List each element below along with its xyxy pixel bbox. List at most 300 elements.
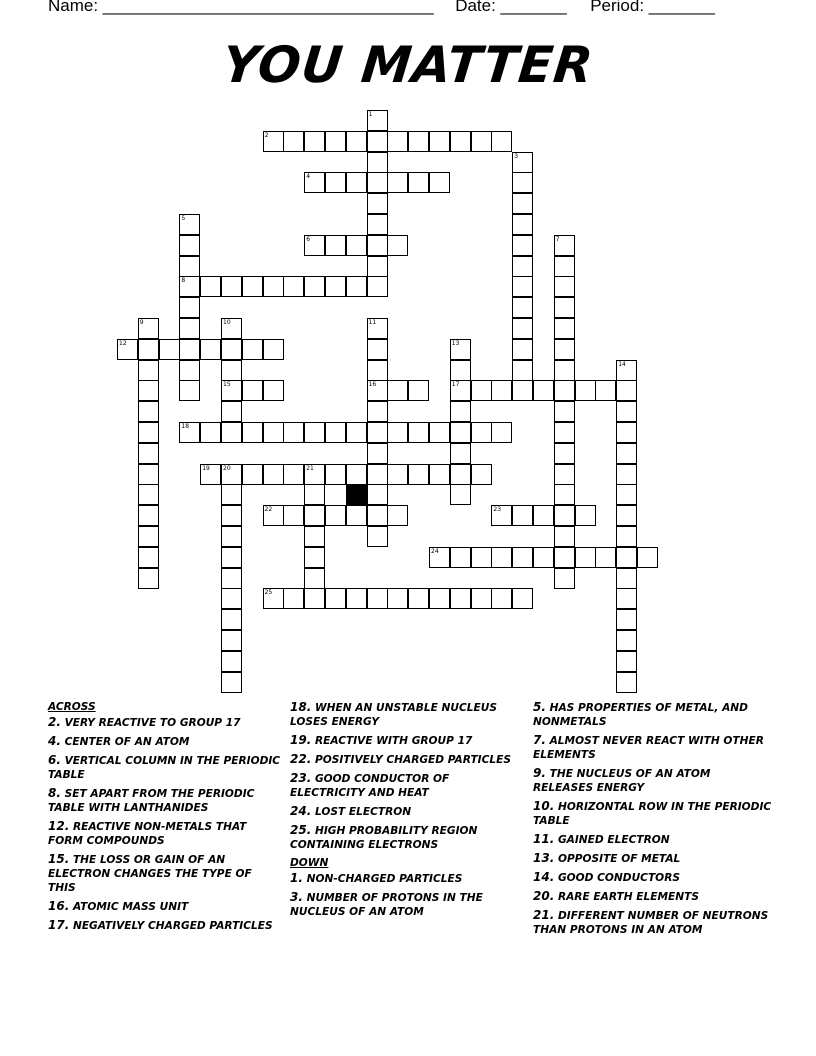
crossword-cell[interactable] xyxy=(200,276,221,297)
crossword-cell[interactable] xyxy=(387,172,408,193)
crossword-cell[interactable] xyxy=(450,484,471,505)
crossword-cell[interactable] xyxy=(554,505,575,526)
clue-text: VERY REACTIVE TO GROUP 17 xyxy=(60,717,241,729)
cell-number: 20 xyxy=(223,464,231,472)
cell-number: 23 xyxy=(493,506,502,514)
cell-number: 10 xyxy=(223,319,231,326)
crossword-cell[interactable] xyxy=(263,276,284,297)
cell-number: 18 xyxy=(181,423,190,430)
crossword-cell[interactable] xyxy=(304,422,325,443)
crossword-cell[interactable] xyxy=(512,505,533,526)
crossword-cell[interactable] xyxy=(242,339,263,360)
crossword-cell[interactable] xyxy=(367,401,388,422)
clue-number: 8. xyxy=(48,786,61,800)
crossword-cell[interactable] xyxy=(554,360,575,381)
cell-number: 8 xyxy=(181,277,186,285)
crossword-cell[interactable] xyxy=(179,339,200,360)
across-heading: ACROSS xyxy=(48,701,96,713)
crossword-cell[interactable] xyxy=(221,672,242,693)
crossword-cell[interactable] xyxy=(595,380,616,401)
crossword-cell[interactable] xyxy=(575,547,596,568)
crossword-cell[interactable] xyxy=(554,297,575,318)
crossword-cell[interactable] xyxy=(283,276,304,297)
cell-number: 15 xyxy=(223,381,231,389)
crossword-cell[interactable] xyxy=(283,131,304,152)
crossword-cell[interactable] xyxy=(179,235,200,256)
crossword-cell[interactable] xyxy=(138,547,159,568)
cell-number: 13 xyxy=(451,339,460,347)
crossword-cell[interactable] xyxy=(616,609,637,630)
crossword-cell[interactable] xyxy=(263,380,284,401)
clue-text: WHEN AN UNSTABLE NUCLEUS LOSES ENERGY xyxy=(290,702,497,728)
crossword-cell[interactable] xyxy=(387,464,408,485)
clue-item xyxy=(290,752,520,767)
crossword-cell[interactable] xyxy=(346,172,367,193)
crossword-cell[interactable] xyxy=(367,464,388,485)
clue-number: 15. xyxy=(48,852,70,866)
crossword-cell[interactable] xyxy=(616,380,637,401)
crossword-cell[interactable] xyxy=(179,380,200,401)
crossword-cell[interactable] xyxy=(138,526,159,547)
clue-number: 5. xyxy=(533,700,546,714)
name-field[interactable]: Name: ___________________________________ xyxy=(48,0,434,15)
crossword-cell[interactable] xyxy=(616,568,637,589)
crossword-cell[interactable] xyxy=(367,588,388,609)
clue-item xyxy=(290,823,520,852)
period-field[interactable]: Period: _______ xyxy=(590,0,715,15)
crossword-cell[interactable] xyxy=(512,318,533,339)
cell-number: 5 xyxy=(181,215,186,222)
clue-text: DIFFERENT NUMBER OF NEUTRONS THAN PROTONS IN AN ATOM xyxy=(533,910,769,936)
crossword-cell[interactable] xyxy=(367,443,388,464)
crossword-cell[interactable] xyxy=(387,235,408,256)
crossword-cell[interactable] xyxy=(367,172,388,193)
crossword-cell[interactable] xyxy=(554,484,575,505)
clue-text: REACTIVE NON-METALS THAT FORM COMPOUNDS xyxy=(48,821,247,847)
crossword-cell[interactable] xyxy=(429,172,450,193)
clue-item xyxy=(48,819,283,848)
crossword-cell[interactable] xyxy=(159,339,180,360)
clue-item xyxy=(48,899,283,914)
clue-number: 18. xyxy=(290,700,312,714)
crossword-cell[interactable] xyxy=(200,422,221,443)
crossword-cell[interactable] xyxy=(554,318,575,339)
clue-text: REACTIVE WITH GROUP 17 xyxy=(311,735,473,747)
clue-number: 20. xyxy=(533,889,555,903)
clue-item xyxy=(48,918,283,933)
crossword-cell[interactable] xyxy=(367,256,388,277)
crossword-cell[interactable] xyxy=(512,193,533,214)
crossword-cell[interactable] xyxy=(387,505,408,526)
crossword-cell[interactable] xyxy=(138,422,159,443)
crossword-cell[interactable] xyxy=(325,276,346,297)
crossword-cell[interactable] xyxy=(491,547,512,568)
crossword-cell[interactable] xyxy=(512,380,533,401)
crossword-cell[interactable] xyxy=(179,360,200,381)
clue-text: GOOD CONDUCTOR OF ELECTRICITY AND HEAT xyxy=(290,773,450,799)
clue-item xyxy=(290,804,520,819)
clue-number: 19. xyxy=(290,733,312,747)
cell-number: 19 xyxy=(202,464,210,472)
clue-number: 22. xyxy=(290,752,312,766)
crossword-cell[interactable] xyxy=(491,588,512,609)
crossword-cell[interactable] xyxy=(616,464,637,485)
crossword-cell[interactable] xyxy=(242,464,263,485)
crossword-cell[interactable] xyxy=(325,505,346,526)
crossword-cell[interactable] xyxy=(221,401,242,422)
crossword-cell[interactable] xyxy=(304,568,325,589)
crossword-cell[interactable] xyxy=(387,131,408,152)
crossword-cell[interactable] xyxy=(138,464,159,485)
crossword-cell[interactable] xyxy=(304,276,325,297)
clues-column-1 xyxy=(48,700,283,937)
crossword-cell[interactable] xyxy=(221,547,242,568)
crossword-cell[interactable] xyxy=(491,422,512,443)
crossword-cell[interactable] xyxy=(367,131,388,152)
clue-text: ALMOST NEVER REACT WITH OTHER ELEMENTS xyxy=(533,735,764,761)
crossword-cell[interactable] xyxy=(138,505,159,526)
crossword-cell[interactable] xyxy=(450,360,471,381)
crossword-cell[interactable] xyxy=(221,568,242,589)
clue-number: 17. xyxy=(48,918,70,932)
cell-number: 24 xyxy=(431,547,439,555)
crossword-cell[interactable] xyxy=(263,422,284,443)
crossword-cell[interactable] xyxy=(346,131,367,152)
crossword-cell[interactable] xyxy=(138,380,159,401)
clue-item xyxy=(48,734,283,749)
crossword-cell[interactable] xyxy=(637,547,658,568)
crossword-cell[interactable] xyxy=(263,464,284,485)
crossword-cell[interactable] xyxy=(616,526,637,547)
crossword-cell[interactable] xyxy=(450,464,471,485)
cell-number: 14 xyxy=(618,360,626,368)
crossword-cell[interactable] xyxy=(471,547,492,568)
crossword-cell[interactable] xyxy=(533,505,554,526)
crossword-cell[interactable] xyxy=(138,401,159,422)
clue-item xyxy=(533,799,773,828)
crossword-cell[interactable] xyxy=(221,422,242,443)
cell-number: 22 xyxy=(264,506,273,514)
crossword-cell[interactable] xyxy=(138,568,159,589)
crossword-cell[interactable] xyxy=(616,588,637,609)
crossword-cell[interactable] xyxy=(304,547,325,568)
crossword-cell[interactable] xyxy=(471,464,492,485)
clue-number: 25. xyxy=(290,823,312,837)
crossword-cell[interactable] xyxy=(325,172,346,193)
clue-number: 11. xyxy=(533,832,555,846)
clue-item xyxy=(533,766,773,795)
crossword-cell[interactable] xyxy=(512,547,533,568)
crossword-cell[interactable] xyxy=(512,339,533,360)
clues-column-3 xyxy=(533,700,773,941)
crossword-cell[interactable] xyxy=(387,380,408,401)
crossword-cell[interactable] xyxy=(138,360,159,381)
crossword-cell[interactable] xyxy=(471,131,492,152)
clue-text: ATOMIC MASS UNIT xyxy=(69,901,189,913)
crossword-cell[interactable] xyxy=(325,235,346,256)
crossword-cell[interactable] xyxy=(616,672,637,693)
clue-text: OPPOSITE OF METAL xyxy=(554,853,681,865)
crossword-cell[interactable] xyxy=(242,276,263,297)
crossword-cell[interactable] xyxy=(512,297,533,318)
clue-item xyxy=(48,786,283,815)
crossword-cell[interactable] xyxy=(367,276,388,297)
crossword-cell[interactable] xyxy=(554,422,575,443)
crossword-cell[interactable] xyxy=(138,443,159,464)
crossword-cell[interactable] xyxy=(387,422,408,443)
cell-number: 2 xyxy=(264,131,269,139)
crossword-cell[interactable] xyxy=(429,464,450,485)
cell-number: 21 xyxy=(306,464,314,472)
crossword-cell[interactable] xyxy=(491,131,512,152)
crossword-cell[interactable] xyxy=(616,630,637,651)
crossword-block xyxy=(346,484,367,505)
crossword-cell[interactable] xyxy=(242,422,263,443)
crossword-cell[interactable] xyxy=(616,401,637,422)
clue-text: CENTER OF AN ATOM xyxy=(60,736,190,748)
crossword-cell[interactable] xyxy=(554,380,575,401)
crossword-cell[interactable] xyxy=(616,651,637,672)
crossword-cell[interactable] xyxy=(325,422,346,443)
crossword-cell[interactable] xyxy=(367,422,388,443)
crossword-cell[interactable] xyxy=(263,339,284,360)
crossword-cell[interactable] xyxy=(283,422,304,443)
crossword-cell[interactable] xyxy=(408,422,429,443)
clue-item xyxy=(533,832,773,847)
clue-item xyxy=(290,733,520,748)
crossword-cell[interactable] xyxy=(512,256,533,277)
crossword-cell[interactable] xyxy=(429,588,450,609)
crossword-cell[interactable] xyxy=(450,588,471,609)
clue-text: NEGATIVELY CHARGED PARTICLES xyxy=(69,920,273,932)
date-field[interactable]: Date: _______ xyxy=(455,0,567,15)
crossword-cell[interactable] xyxy=(325,588,346,609)
cell-number: 4 xyxy=(306,173,311,181)
crossword-cell[interactable] xyxy=(346,505,367,526)
crossword-cell[interactable] xyxy=(367,193,388,214)
clue-number: 6. xyxy=(48,753,61,767)
crossword-cell[interactable] xyxy=(304,484,325,505)
crossword-cell[interactable] xyxy=(367,505,388,526)
crossword-cell[interactable] xyxy=(221,276,242,297)
crossword-cell[interactable] xyxy=(616,443,637,464)
clue-item xyxy=(48,753,283,782)
crossword-cell[interactable] xyxy=(554,547,575,568)
clue-item xyxy=(533,851,773,866)
crossword-cell[interactable] xyxy=(367,214,388,235)
crossword-cell[interactable] xyxy=(221,339,242,360)
crossword-cell[interactable] xyxy=(367,526,388,547)
crossword-cell[interactable] xyxy=(408,172,429,193)
crossword-cell[interactable] xyxy=(616,484,637,505)
clue-text: HAS PROPERTIES OF METAL, AND NONMETALS xyxy=(533,702,748,728)
clue-text: GAINED ELECTRON xyxy=(554,834,670,846)
crossword-cell[interactable] xyxy=(221,484,242,505)
clue-item xyxy=(533,733,773,762)
crossword-cell[interactable] xyxy=(367,152,388,173)
cell-number: 16 xyxy=(368,381,377,389)
crossword-cell[interactable] xyxy=(595,547,616,568)
clue-text: RARE EARTH ELEMENTS xyxy=(554,891,700,903)
clue-item xyxy=(290,771,520,800)
clue-number: 24. xyxy=(290,804,312,818)
clue-text: GOOD CONDUCTORS xyxy=(554,872,680,884)
crossword-cell[interactable] xyxy=(450,422,471,443)
crossword-cell[interactable] xyxy=(221,630,242,651)
crossword-cell[interactable] xyxy=(325,131,346,152)
crossword-cell[interactable] xyxy=(450,547,471,568)
clue-number: 13. xyxy=(533,851,555,865)
crossword-cell[interactable] xyxy=(304,588,325,609)
cell-number: 25 xyxy=(264,589,273,597)
cell-number: 11 xyxy=(368,319,377,326)
crossword-cell[interactable] xyxy=(367,235,388,256)
crossword-cell[interactable] xyxy=(512,172,533,193)
crossword-cell[interactable] xyxy=(304,526,325,547)
crossword-cell[interactable] xyxy=(512,276,533,297)
crossword-cell[interactable] xyxy=(346,235,367,256)
clue-number: 16. xyxy=(48,899,70,913)
crossword-cell[interactable] xyxy=(221,651,242,672)
crossword-cell[interactable] xyxy=(283,464,304,485)
clue-text: HORIZONTAL ROW IN THE PERIODIC TABLE xyxy=(533,801,772,827)
clue-item xyxy=(533,700,773,729)
crossword-cell[interactable] xyxy=(221,609,242,630)
crossword-cell[interactable] xyxy=(471,422,492,443)
clue-item xyxy=(533,870,773,885)
clue-text: POSITIVELY CHARGED PARTICLES xyxy=(311,754,511,766)
crossword-cell[interactable] xyxy=(138,484,159,505)
clue-item xyxy=(533,908,773,937)
crossword-cell[interactable] xyxy=(346,588,367,609)
clue-text: NON-CHARGED PARTICLES xyxy=(302,873,463,885)
cell-number: 17 xyxy=(451,381,460,389)
crossword-cell[interactable] xyxy=(346,422,367,443)
crossword-cell[interactable] xyxy=(533,547,554,568)
crossword-cell[interactable] xyxy=(242,380,263,401)
cell-number: 6 xyxy=(306,235,311,243)
crossword-cell[interactable] xyxy=(429,131,450,152)
clue-number: 23. xyxy=(290,771,312,785)
crossword-cell[interactable] xyxy=(575,380,596,401)
crossword-cell[interactable] xyxy=(554,339,575,360)
crossword-cell[interactable] xyxy=(575,505,596,526)
crossword-cell[interactable] xyxy=(533,380,554,401)
clue-number: 4. xyxy=(48,734,61,748)
clue-number: 12. xyxy=(48,819,70,833)
clue-text: LOST ELECTRON xyxy=(311,806,412,818)
crossword-cell[interactable] xyxy=(554,256,575,277)
crossword-cell[interactable] xyxy=(221,526,242,547)
crossword-cell[interactable] xyxy=(283,505,304,526)
crossword-cell[interactable] xyxy=(221,505,242,526)
clue-number: 9. xyxy=(533,766,546,780)
crossword-cell[interactable] xyxy=(512,360,533,381)
clue-number: 1. xyxy=(290,871,303,885)
crossword-cell[interactable] xyxy=(554,443,575,464)
clue-text: THE NUCLEUS OF AN ATOM RELEASES ENERGY xyxy=(533,768,711,794)
crossword-cell[interactable] xyxy=(346,276,367,297)
crossword-cell[interactable] xyxy=(429,422,450,443)
crossword-cell[interactable] xyxy=(179,256,200,277)
clue-text: HIGH PROBABILITY REGION CONTAINING ELECTRONS xyxy=(290,825,478,851)
crossword-cell[interactable] xyxy=(450,443,471,464)
crossword-cell[interactable] xyxy=(367,360,388,381)
crossword-cell[interactable] xyxy=(491,380,512,401)
crossword-cell[interactable] xyxy=(200,339,221,360)
crossword-cell[interactable] xyxy=(512,214,533,235)
cell-number: 9 xyxy=(139,319,144,326)
clue-text: THE LOSS OR GAIN OF AN ELECTRON CHANGES THE TYPE OF THIS xyxy=(48,854,252,894)
crossword-cell[interactable] xyxy=(221,360,242,381)
crossword-cell[interactable] xyxy=(325,464,346,485)
crossword-cell[interactable] xyxy=(304,505,325,526)
crossword-cell[interactable] xyxy=(554,464,575,485)
clue-item xyxy=(48,852,283,895)
crossword-cell[interactable] xyxy=(408,131,429,152)
crossword-cell[interactable] xyxy=(221,588,242,609)
clues-column-2 xyxy=(290,700,520,923)
clue-item xyxy=(290,700,520,729)
clue-number: 10. xyxy=(533,799,555,813)
crossword-cell[interactable] xyxy=(346,464,367,485)
crossword-cell[interactable] xyxy=(283,588,304,609)
clue-item xyxy=(290,890,520,919)
crossword-cell[interactable] xyxy=(616,547,637,568)
crossword-cell[interactable] xyxy=(387,588,408,609)
crossword-cell[interactable] xyxy=(554,526,575,547)
crossword-cell[interactable] xyxy=(554,276,575,297)
crossword-cell[interactable] xyxy=(408,464,429,485)
crossword-cell[interactable] xyxy=(179,297,200,318)
clue-number: 21. xyxy=(533,908,555,922)
crossword-cell[interactable] xyxy=(367,484,388,505)
cell-number: 7 xyxy=(555,235,560,243)
cell-number: 3 xyxy=(514,152,519,160)
crossword-cell[interactable] xyxy=(179,318,200,339)
crossword-cell[interactable] xyxy=(138,339,159,360)
clue-text: SET APART FROM THE PERIODIC TABLE WITH LANTHANIDES xyxy=(48,788,255,814)
clue-item xyxy=(48,715,283,730)
crossword-cell[interactable] xyxy=(554,401,575,422)
crossword-cell[interactable] xyxy=(512,235,533,256)
crossword-cell[interactable] xyxy=(367,339,388,360)
page-title: YOU MATTER xyxy=(219,36,597,94)
clue-number: 14. xyxy=(533,870,555,884)
crossword-cell[interactable] xyxy=(554,568,575,589)
crossword-cell[interactable] xyxy=(408,380,429,401)
down-heading: DOWN xyxy=(290,857,329,869)
clue-number: 3. xyxy=(290,890,303,904)
clue-number: 2. xyxy=(48,715,61,729)
crossword-cell[interactable] xyxy=(450,401,471,422)
crossword-cell[interactable] xyxy=(408,588,429,609)
cell-number: 1 xyxy=(368,111,373,118)
crossword-cell[interactable] xyxy=(512,588,533,609)
clue-item xyxy=(533,889,773,904)
clue-text: VERTICAL COLUMN IN THE PERIODIC TABLE xyxy=(48,755,281,781)
crossword-cell[interactable] xyxy=(471,380,492,401)
crossword-cell[interactable] xyxy=(616,505,637,526)
clue-text: NUMBER OF PROTONS IN THE NUCLEUS OF AN ATOM xyxy=(290,892,483,918)
cell-number: 12 xyxy=(119,339,127,347)
crossword-cell[interactable] xyxy=(471,588,492,609)
crossword-cell[interactable] xyxy=(450,131,471,152)
clue-item xyxy=(290,871,520,886)
crossword-cell[interactable] xyxy=(616,422,637,443)
clue-number: 7. xyxy=(533,733,546,747)
crossword-cell[interactable] xyxy=(304,131,325,152)
